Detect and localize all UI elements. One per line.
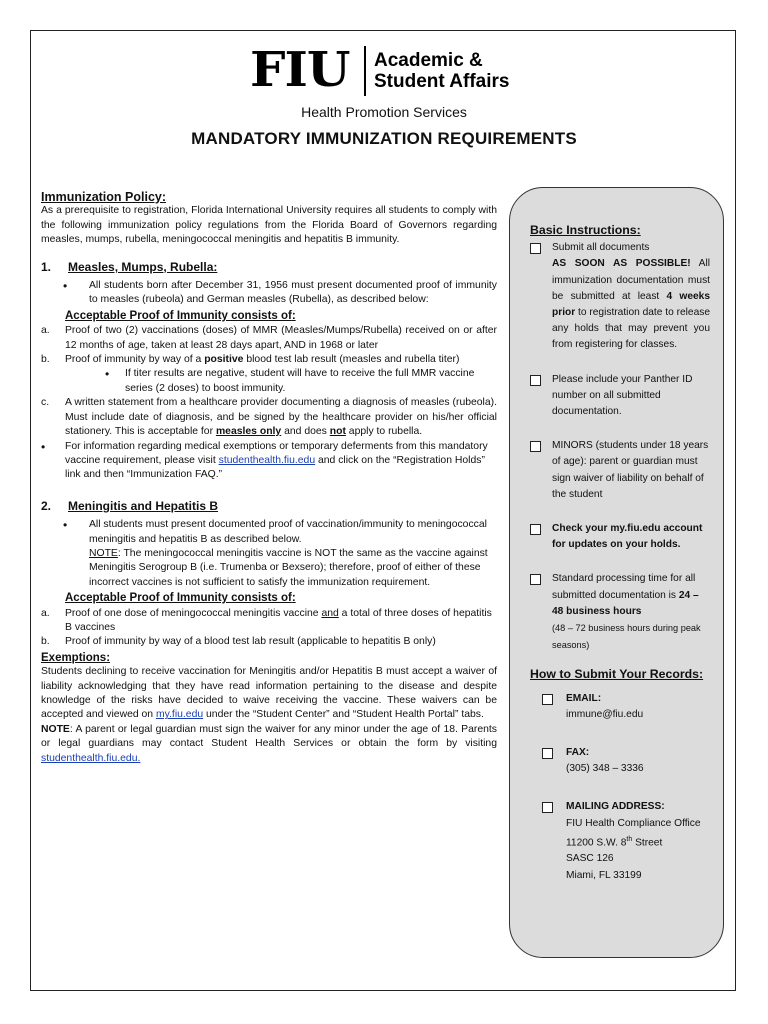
submit-method [530,745,710,777]
checkbox-icon [542,748,553,759]
item-letter: a. [41,325,50,337]
department-line-2: Student Affairs [374,71,510,92]
myfiu-link[interactable]: my.fiu.edu [155,709,204,721]
policy-heading: Immunization Policy: [41,190,167,204]
submit-mail: MAILING ADDRESS: FIU Health Compliance Office 11200 S.W. 8th Street SASC 126 Miami, FL 33199 [566,801,701,881]
instruction-check-account: Check your my.fiu.edu account for updates on your holds. [552,523,703,551]
department-line-1: Academic & [374,50,483,71]
studenthealth-link[interactable]: studenthealth.fiu.edu [218,454,316,466]
checkbox-icon [530,524,541,535]
section-1-item-b-sub: If titer results are negative, student will have to receive the full MMR vaccine series (2 doses) to boost immunity. [125,368,475,394]
checkbox-icon [530,243,541,254]
bullet-icon: • [63,518,68,533]
submit-method [530,799,710,883]
instruction-item [530,521,710,553]
studenthealth-link-2[interactable]: studenthealth.fiu.edu. [41,752,141,764]
exemptions-heading: Exemptions: [41,651,111,664]
instruction-item [530,240,710,353]
item-letter: c. [41,397,50,409]
bullet-icon: • [41,439,46,454]
main-content [41,190,497,766]
section-2-item-b: Proof of immunity by way of a blood test lab result (applicable to hepatitis B only) [65,636,436,648]
list-item [41,279,497,308]
list-item [41,367,497,396]
list-item [41,440,497,483]
instruction-minors: MINORS (students under 18 years of age): parent or guardian must sign waiver of liability on behalf of the student [552,440,709,500]
sidebar-content [530,222,710,906]
section-1-info: For information regarding medical exemptions or temporary deferments from this mandatory vaccine requirement, please visit studenthealth.fiu.edu and click on the “Registration Holds” link and then “Immunization FAQ.” [65,440,488,481]
fiu-logo: FIU [250,41,350,98]
section-1-title: Measles, Mumps, Rubella: [68,259,218,274]
bullet-icon: • [63,279,68,294]
checkbox-icon [530,441,541,452]
logo-divider [364,46,366,96]
section-2-bullet: All students must present documented proof of vaccination/immunity to meningococcal meningitis and hepatitis B as described below. NOTE: The meningococcal meningitis vaccine is NOT the same as the vaccine against Meningitis Serogroup B (i.e. Trumenba or Bexsero); therefore, proof of either of these incorrect vaccines is not sufficient to satisfy the immunization requirement. [89,519,488,588]
instruction-processing-time: Standard processing time for all submitted documentation is 24 – 48 business hours (48 – 72 business hours during peak seasons) [552,573,701,651]
submit-email: EMAIL: immune@fiu.edu [566,692,644,720]
office-subtitle: Health Promotion Services [301,104,467,120]
list-item [41,518,497,590]
instruction-item [530,438,710,503]
basic-instructions-heading: Basic Instructions: [530,223,641,237]
list-item [41,324,497,353]
section-1-item-c: A written statement from a healthcare provider documenting a diagnosis of measles (rubeola). Must include date of diagnosis, and be signed by the healthcare provider on his/her official stationery. This is acceptable for measles only and does not apply to rubella. [65,397,497,438]
submit-method [530,691,710,723]
list-item [41,353,497,367]
section-2-item-a: Proof of one dose of meningococcal meningitis vaccine and a total of three doses of hepatitis B vaccines [65,607,492,633]
section-2-number: 2. [41,498,52,513]
minor-note: NOTE: A parent or legal guardian must sign the waiver for any minor under the age of 18. Parents or legal guardians may contact Student Health Services or obtain the form by visiting studenthealth.fiu.edu. [41,723,497,764]
checkbox-icon [542,802,553,813]
checkbox-icon [542,694,553,705]
list-item [41,607,497,636]
section-1-item-b: Proof of immunity by way of a positive blood test lab result (measles and rubella titer) [65,354,460,366]
submit-fax: FAX: (305) 348 – 3336 [566,747,644,775]
section-2-title: Meningitis and Hepatitis B [68,498,219,513]
bullet-icon: • [105,367,110,382]
instruction-submit-asap: Submit all documents AS SOON AS POSSIBLE! All immunization documentation must be submitted at least 4 weeks prior to registration date to release any holds that may prevent you from registering for classes. [552,242,710,351]
fax-number: (305) 348 – 3336 [566,763,644,775]
exemptions-text: Students declining to receive vaccination for Meningitis and/or Hepatitis B must accept a waiver of liability acknowledging that they have read information pertaining to the disease and despite knowledge of the risks have decided to waive receiving the vaccine. These waivers can be accepted and viewed on my.fiu.edu under the “Student Center” and “Student Health Portal” tabs. [41,666,497,721]
department-name [374,50,509,92]
section-2-acceptable-heading: Acceptable Proof of Immunity consists of: [65,592,296,605]
section-1-number: 1. [41,259,52,274]
list-item [41,396,497,439]
instructions-sidebar [509,187,724,958]
instruction-item [530,571,710,654]
section-1-heading [41,260,497,274]
submit-records-heading: How to Submit Your Records: [530,667,704,682]
section-1-acceptable-heading: Acceptable Proof of Immunity consists of: [65,309,296,322]
item-letter: b. [41,636,50,648]
section-1-item-a: Proof of two (2) vaccinations (doses) of MMR (Measles/Mumps/Rubella) received on or after 12 months of age, taken at least 28 days apart, AND in 1968 or later [65,325,497,351]
section-1-bullet: All students born after December 31, 1956 must present documented proof of immunity to measles (rubeola) and German measles (Rubella), as described below: [89,280,497,306]
list-item [41,635,497,649]
checkbox-icon [530,375,541,386]
instruction-item [530,372,710,421]
email-address: immune@fiu.edu [566,708,644,720]
item-letter: b. [41,354,50,366]
instruction-panther-id: Please include your Panther ID number on all submitted documentation. [552,373,693,418]
item-letter: a. [41,607,50,619]
policy-text: As a prerequisite to registration, Florida International University requires all students to comply with the following immunization policy regulations from the Florida Board of Governors regarding measles, mumps, rubella, meningococcal meningitis and hepatitis B immunity. [41,205,497,246]
section-2-heading [41,499,497,513]
checkbox-icon [530,574,541,585]
page-title: MANDATORY IMMUNIZATION REQUIREMENTS [191,129,577,148]
